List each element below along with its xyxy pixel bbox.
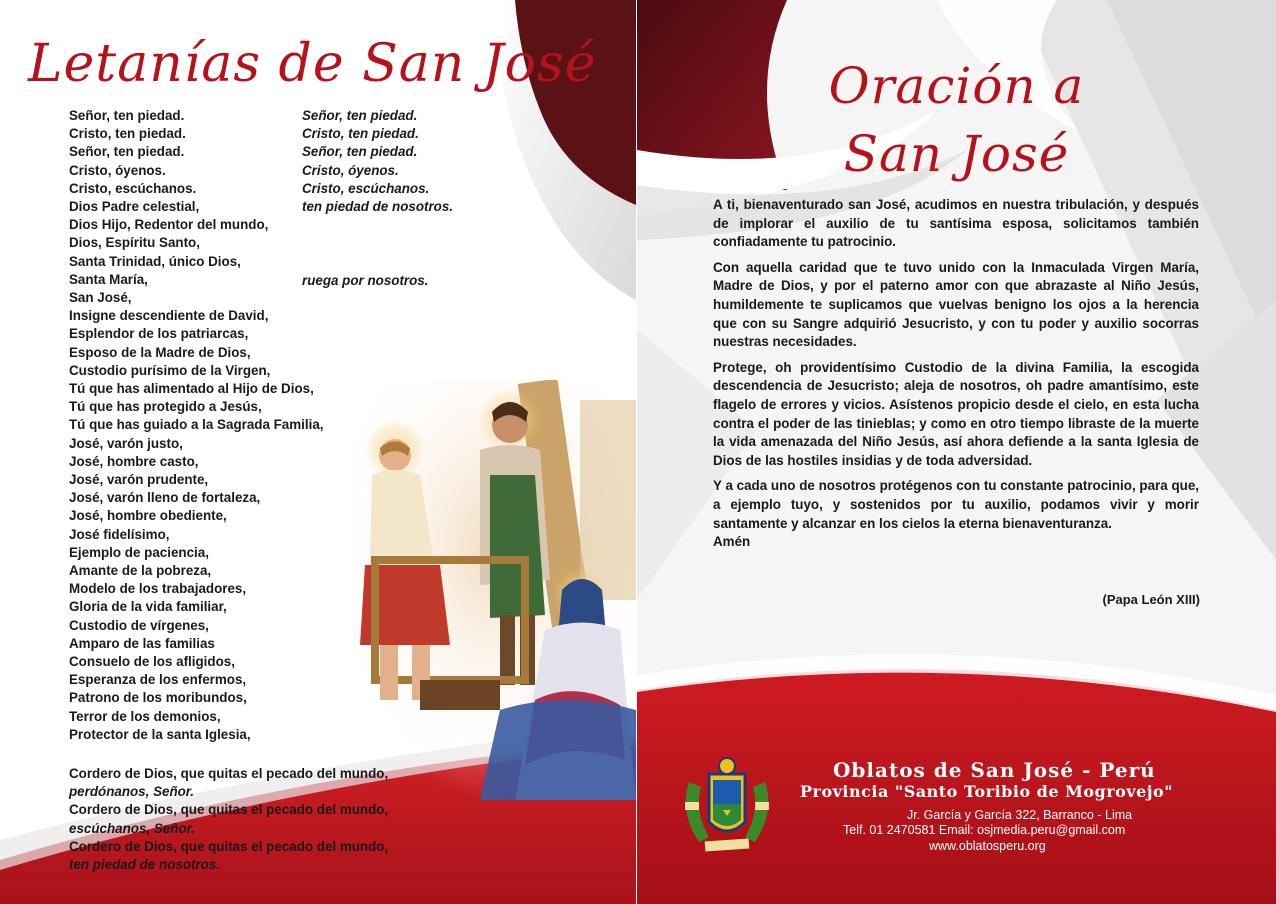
prayer-body [713, 196, 1199, 552]
litany-invocation: Tú que has protegido a Jesús, [69, 399, 262, 415]
litany-invocation: Santa Trinidad, único Dios, [69, 253, 241, 269]
agnus-dei-response: escúchanos, Señor. [69, 820, 195, 836]
litany-invocation: José, varón prudente, [69, 472, 209, 487]
amen: Amén [713, 534, 751, 550]
litany-response: Cristo, escúchanos. [302, 180, 430, 196]
litany-invocation: José, varón lleno de fortaleza, [69, 490, 261, 506]
prayer-author: (Papa León XIII) [1102, 592, 1200, 607]
litany-invocation: Cristo, ten piedad. [69, 126, 186, 142]
org-address: Jr. García y García 322, Barranco - Lima [907, 808, 1133, 822]
litany-response: Cristo, óyenos. [302, 162, 399, 178]
litany-title: Letanías de San José [28, 34, 597, 94]
response-pray: ruega por nosotros. [302, 273, 429, 288]
litany-invocation: Insigne descendiente de David, [69, 308, 269, 324]
litany-invocation: Custodio purísimo de la Virgen, [69, 362, 271, 378]
litany-invocation: Esperanza de los enfermos, [69, 672, 247, 688]
right-page [637, 0, 1276, 904]
litany-response: ten piedad de nosotros. [302, 199, 454, 214]
prayer-title-line2: San José [843, 125, 1070, 183]
litany-invocation: San José, [69, 290, 132, 305]
prayer-title-line1: Oración a [828, 57, 1085, 115]
prayer-paragraph: A ti, bienaventurado san José, acudimos en nuestra tribulación, y después de implorar el auxilio de tu santísima esposa, solicitamos también confiadamente tu patrocinio. [713, 197, 1199, 250]
prayer-paragraph: Y a cada uno de nosotros protégenos con tu constante patrocinio, para que, a ejemplo tuyo, y sostenidos por tu auxilio, podamos vivir y morir santamente y alcanzar en los cielos la eterna bienaventuranza. [713, 478, 1199, 531]
litany-invocation: Patrono de los moribundos, [69, 690, 247, 706]
litany-invocation: Cristo, óyenos. [69, 162, 166, 178]
litany-invocation: Señor, ten piedad. [69, 144, 185, 160]
litany-invocation: José, varón justo, [69, 435, 183, 451]
litany-invocation: Esplendor de los patriarcas, [69, 326, 249, 342]
litany-invocation: Señor, ten piedad. [69, 108, 185, 123]
litany-invocation: Cristo, escúchanos. [69, 180, 197, 196]
litany-invocation: Tú que has guiado a la Sagrada Familia, [69, 417, 324, 433]
agnus-dei-invocation: Cordero de Dios, que quitas el pecado del mundo, [69, 838, 389, 854]
prayer-paragraph: Protege, oh providentísimo Custodio de la divina Familia, la escogida descendencia de Jesucristo; aleja de nosotros, oh padre amantísimo, este flagelo de errores y vicios. Asístenos propicio desde el cielo, en esta lucha contra el poder de las tinieblas; y como en otro tiempo libraste de la muerte la vida amenazada del Niño Jesús, así ahora defiende a la santa Iglesia de Dios de las hostiles insidias y de toda adversidad. [713, 359, 1199, 468]
litany-response: Señor, ten piedad. [302, 144, 418, 160]
agnus-dei-invocation: Cordero de Dios, que quitas el pecado del mundo, [69, 766, 389, 781]
agnus-dei-invocation: Cordero de Dios, que quitas el pecado del mundo, [69, 802, 389, 818]
agnus-dei-response: ten piedad de nosotros. [69, 857, 221, 872]
prayer-paragraph: Con aquella caridad que te tuvo unido con la Inmaculada Virgen María, Madre de Dios, y por el paterno amor con que abrazaste al Niño Jesús, humildemente te suplicamos que vuelvas benigno los ojos a la herencia que con su Sangre adquirió Jesucristo, y con tu poder y auxilio socorras nuestras necesidades. [713, 259, 1199, 350]
litany-invocation: Dios Hijo, Redentor del mundo, [69, 217, 269, 233]
litany-invocation: Custodio de vírgenes, [69, 617, 209, 633]
org-website-link[interactable]: www.oblatosperu.org [929, 839, 1046, 853]
litany-invocation: Terror de los demonios, [69, 708, 221, 724]
footer [637, 740, 1276, 904]
litany-invocation: Santa María, [69, 271, 148, 287]
litany-invocation: Protector de la santa Iglesia, [69, 726, 251, 742]
litany-invocation: Consuelo de los afligidos, [69, 654, 235, 669]
litany-invocation: Modelo de los trabajadores, [69, 581, 247, 597]
litany-response: Cristo, ten piedad. [302, 126, 419, 142]
prayer-title [637, 52, 1276, 188]
litany-invocation: José fidelísimo, [69, 526, 170, 542]
litany-response: Señor, ten piedad. [302, 108, 418, 123]
agnus-dei-response: perdónanos, Señor. [69, 784, 195, 800]
litany-invocation: Amparo de las familias [69, 635, 215, 651]
litany-invocation: Esposo de la Madre de Dios, [69, 344, 251, 360]
left-page [0, 0, 636, 904]
litany-invocation: Gloria de la vida familiar, [69, 599, 227, 615]
org-province: Provincia "Santo Toribio de Mogrovejo" [800, 782, 1174, 801]
org-contact: Telf. 01 2470581 Email: osjmedia.peru@gmail.com [843, 823, 1126, 837]
litany-invocation: Amante de la pobreza, [69, 563, 212, 578]
litany-invocation: Ejemplo de paciencia, [69, 544, 209, 560]
litany-invocation: José, hombre obediente, [69, 508, 227, 524]
litany-invocation: José, hombre casto, [69, 453, 199, 469]
holy-family-artwork [350, 380, 636, 870]
litany-invocation: Dios, Espíritu Santo, [69, 235, 200, 251]
litany-invocation: Dios Padre celestial, [69, 199, 200, 214]
org-name: Oblatos de San José - Perú [833, 758, 1156, 782]
litany-invocation: Tú que has alimentado al Hijo de Dios, [69, 381, 314, 396]
